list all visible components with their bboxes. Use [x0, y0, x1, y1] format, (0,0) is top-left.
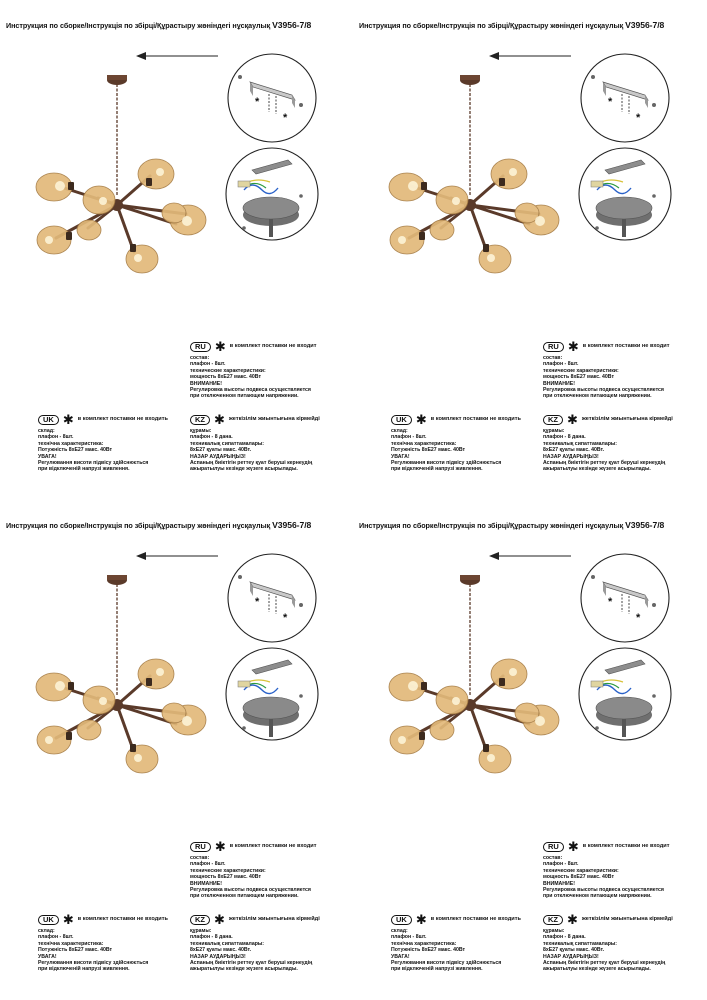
- spec-line: Потужність 8хЕ27 макс. 40Вт: [38, 947, 113, 954]
- not-included-note: в комплект поставки не входит: [582, 343, 670, 350]
- svg-text:*: *: [255, 96, 260, 108]
- language-badge: KZ: [543, 915, 563, 925]
- asterisk-icon: ✱: [214, 338, 226, 354]
- spec-line: мощность 8хЕ27 макс. 40Вт: [543, 374, 614, 381]
- direction-arrow-icon: [489, 52, 571, 60]
- spec-line: склад:: [38, 928, 55, 934]
- spec-line: плафон - 8шт.: [190, 361, 226, 368]
- spec-line: Потужність 8хЕ27 макс. 40Вт: [391, 447, 466, 454]
- spec-block-kz: [190, 911, 320, 973]
- chandelier-icon: [389, 75, 559, 273]
- spec-line: состав:: [190, 355, 210, 361]
- spec-line: состав:: [543, 355, 563, 361]
- asterisk-icon: ✱: [567, 911, 578, 927]
- direction-arrow-icon: [136, 52, 218, 60]
- svg-text:*: *: [255, 596, 260, 608]
- not-included-note: в комплект поставки не входить: [77, 416, 168, 423]
- canopy-wiring-detail: [226, 648, 318, 740]
- not-included-note: жеткізілім жиынтығына кірмейді: [581, 916, 673, 923]
- spec-line: НАЗАР АУДАРЫҢЫЗ!: [543, 953, 599, 960]
- spec-line: плафон - 8шт.: [543, 361, 579, 368]
- mounting-bracket-detail: [228, 554, 316, 642]
- spec-line: состав:: [190, 855, 210, 861]
- asterisk-icon: ✱: [415, 911, 427, 927]
- spec-line: Аспаның биіктігін реттеу қуат беруші кернеудің: [190, 960, 313, 967]
- language-badge: UK: [38, 415, 59, 425]
- svg-text:*: *: [608, 96, 613, 108]
- language-badge: RU: [543, 842, 564, 852]
- spec-line: Регулювання висоти підвісу здійснюється: [38, 960, 149, 967]
- direction-arrow-icon: [136, 552, 218, 560]
- spec-line: құрамы:: [190, 428, 212, 434]
- document-title: Инструкция по сборке/Інструкція по збірці/Құрастыру жөніндегі нұсқаулық V3956-7/8: [6, 520, 312, 530]
- spec-line: Регулировка высоты подвеса осуществляется: [543, 387, 664, 394]
- instruction-panel: [353, 0, 706, 500]
- language-badge: KZ: [190, 415, 210, 425]
- asterisk-icon: ✱: [567, 338, 579, 354]
- spec-line: Регулировка высоты подвеса осуществляется: [190, 387, 311, 394]
- spec-block-uk: [391, 411, 521, 473]
- assembly-illustration: [0, 0, 353, 300]
- spec-line: технические характеристики:: [190, 367, 266, 374]
- spec-line: при отключенном питающем напряжении.: [543, 393, 652, 400]
- language-badge: UK: [38, 915, 59, 925]
- spec-line: УВАГА!: [391, 453, 410, 460]
- spec-line: склад:: [391, 928, 408, 934]
- language-badge: KZ: [190, 915, 210, 925]
- spec-line: ВНИМАНИЕ!: [190, 880, 222, 887]
- instruction-panel: [0, 0, 353, 500]
- spec-line: техникалық сипаттамалары:: [190, 440, 265, 447]
- spec-line: плафон - 8шт.: [38, 934, 74, 941]
- spec-line: технические характеристики:: [543, 867, 619, 874]
- spec-line: при відключеній напрузі живлення.: [38, 966, 130, 973]
- spec-block-ru: [190, 338, 317, 400]
- language-badge: RU: [543, 342, 564, 352]
- not-included-note: в комплект поставки не входить: [430, 416, 521, 423]
- spec-line: құрамы:: [190, 928, 212, 934]
- spec-block-uk: [391, 911, 521, 973]
- svg-text:*: *: [636, 112, 641, 124]
- chandelier-icon: [36, 575, 206, 773]
- mounting-bracket-detail: [581, 54, 669, 142]
- spec-line: плафон - 8 дана.: [543, 434, 586, 441]
- asterisk-icon: ✱: [214, 838, 226, 854]
- spec-line: НАЗАР АУДАРЫҢЫЗ!: [543, 453, 599, 460]
- not-included-note: жеткізілім жиынтығына кірмейді: [581, 416, 673, 423]
- spec-line: ажыратылуы кезінде жүзеге асырылады.: [190, 466, 298, 473]
- spec-block-ru: [543, 338, 670, 400]
- spec-block-uk: [38, 411, 168, 473]
- spec-line: плафон - 8шт.: [391, 934, 427, 941]
- asterisk-icon: ✱: [214, 911, 225, 927]
- spec-line: Регулювання висоти підвісу здійснюється: [38, 460, 149, 467]
- asterisk-icon: ✱: [415, 411, 427, 427]
- svg-text:*: *: [636, 612, 641, 624]
- spec-line: техникалық сипаттамалары:: [543, 440, 618, 447]
- document-title: Инструкция по сборке/Інструкція по збірці/Құрастыру жөніндегі нұсқаулық V3956-7/8: [359, 520, 665, 530]
- not-included-note: в комплект поставки не входит: [582, 843, 670, 850]
- spec-line: при відключеній напрузі живлення.: [391, 466, 483, 473]
- spec-line: склад:: [391, 428, 408, 434]
- assembly-illustration: [353, 500, 706, 800]
- mounting-bracket-detail: [228, 54, 316, 142]
- asterisk-icon: ✱: [62, 411, 74, 427]
- spec-line: при відключеній напрузі живлення.: [38, 466, 130, 473]
- spec-line: Регулировка высоты подвеса осуществляется: [543, 887, 664, 894]
- spec-line: технічна характеристика:: [38, 940, 104, 947]
- spec-line: НАЗАР АУДАРЫҢЫЗ!: [190, 453, 246, 460]
- not-included-note: в комплект поставки не входить: [430, 916, 521, 923]
- chandelier-icon: [36, 75, 206, 273]
- spec-line: состав:: [543, 855, 563, 861]
- language-badge: UK: [391, 415, 412, 425]
- spec-line: УВАГА!: [38, 453, 57, 460]
- not-included-note: жеткізілім жиынтығына кірмейді: [228, 916, 320, 923]
- spec-line: плафон - 8шт.: [543, 861, 579, 868]
- spec-line: Аспаның биіктігін реттеу қуат беруші кернеудің: [190, 460, 313, 467]
- spec-line: ВНИМАНИЕ!: [543, 380, 575, 387]
- spec-line: Регулювання висоти підвісу здійснюється: [391, 960, 502, 967]
- spec-block-kz: [190, 411, 320, 473]
- svg-text:*: *: [283, 112, 288, 124]
- not-included-note: в комплект поставки не входит: [229, 843, 317, 850]
- not-included-note: в комплект поставки не входит: [229, 343, 317, 350]
- spec-line: при отключенном питающем напряжении.: [190, 393, 299, 400]
- spec-line: ВНИМАНИЕ!: [190, 380, 222, 387]
- svg-text:*: *: [608, 596, 613, 608]
- spec-line: құрамы:: [543, 928, 565, 934]
- svg-text:*: *: [283, 612, 288, 624]
- spec-line: Аспаның биіктігін реттеу қуат беруші кернеудің: [543, 460, 666, 467]
- spec-line: ажыратылуы кезінде жүзеге асырылады.: [190, 966, 298, 973]
- spec-line: ажыратылуы кезінде жүзеге асырылады.: [543, 466, 651, 473]
- spec-line: плафон - 8 дана.: [543, 934, 586, 941]
- spec-line: УВАГА!: [38, 953, 57, 960]
- assembly-illustration: [0, 500, 353, 800]
- spec-line: мощность 8хЕ27 макс. 40Вт: [190, 874, 261, 881]
- assembly-illustration: [353, 0, 706, 300]
- asterisk-icon: ✱: [214, 411, 225, 427]
- spec-line: плафон - 8 дана.: [190, 934, 233, 941]
- canopy-wiring-detail: [579, 148, 671, 240]
- mounting-bracket-detail: [581, 554, 669, 642]
- spec-line: технічна характеристика:: [391, 940, 457, 947]
- spec-line: технічна характеристика:: [391, 440, 457, 447]
- not-included-note: жеткізілім жиынтығына кірмейді: [228, 416, 320, 423]
- spec-line: при відключеній напрузі живлення.: [391, 966, 483, 973]
- spec-block-uk: [38, 911, 168, 973]
- direction-arrow-icon: [489, 552, 571, 560]
- spec-line: мощность 8хЕ27 макс. 40Вт: [190, 374, 261, 381]
- spec-line: 8хЕ27 қуаты макс. 40Вт.: [543, 447, 605, 454]
- spec-line: плафон - 8шт.: [190, 861, 226, 868]
- document-title: Инструкция по сборке/Інструкція по збірці/Құрастыру жөніндегі нұсқаулық V3956-7/8: [6, 20, 312, 30]
- spec-line: технические характеристики:: [190, 867, 266, 874]
- spec-line: плафон - 8шт.: [391, 434, 427, 441]
- language-badge: RU: [190, 342, 211, 352]
- spec-line: при отключенном питающем напряжении.: [190, 893, 299, 900]
- spec-line: құрамы:: [543, 428, 565, 434]
- spec-line: мощность 8хЕ27 макс. 40Вт: [543, 874, 614, 881]
- language-badge: UK: [391, 915, 412, 925]
- language-badge: RU: [190, 842, 211, 852]
- spec-line: технические характеристики:: [543, 367, 619, 374]
- spec-line: Регулювання висоти підвісу здійснюється: [391, 460, 502, 467]
- spec-line: склад:: [38, 428, 55, 434]
- spec-line: 8хЕ27 қуаты макс. 40Вт.: [190, 447, 252, 454]
- spec-line: 8хЕ27 қуаты макс. 40Вт.: [190, 947, 252, 954]
- spec-line: Аспаның биіктігін реттеу қуат беруші кернеудің: [543, 960, 666, 967]
- spec-block-ru: [543, 838, 670, 900]
- language-badge: KZ: [543, 415, 563, 425]
- spec-block-kz: [543, 911, 673, 973]
- spec-block-ru: [190, 838, 317, 900]
- spec-line: УВАГА!: [391, 953, 410, 960]
- spec-line: при отключенном питающем напряжении.: [543, 893, 652, 900]
- spec-line: Регулировка высоты подвеса осуществляется: [190, 887, 311, 894]
- spec-line: ВНИМАНИЕ!: [543, 880, 575, 887]
- spec-line: ажыратылуы кезінде жүзеге асырылады.: [543, 966, 651, 973]
- spec-line: Потужність 8хЕ27 макс. 40Вт: [38, 447, 113, 454]
- document-title: Инструкция по сборке/Інструкція по збірці/Құрастыру жөніндегі нұсқаулық V3956-7/8: [359, 20, 665, 30]
- spec-line: Потужність 8хЕ27 макс. 40Вт: [391, 947, 466, 954]
- asterisk-icon: ✱: [567, 411, 578, 427]
- instruction-panel: [0, 500, 353, 1000]
- not-included-note: в комплект поставки не входить: [77, 916, 168, 923]
- spec-line: плафон - 8 дана.: [190, 434, 233, 441]
- spec-line: плафон - 8шт.: [38, 434, 74, 441]
- spec-line: техникалық сипаттамалары:: [543, 940, 618, 947]
- spec-line: 8хЕ27 қуаты макс. 40Вт.: [543, 947, 605, 954]
- asterisk-icon: ✱: [567, 838, 579, 854]
- asterisk-icon: ✱: [62, 911, 74, 927]
- spec-line: НАЗАР АУДАРЫҢЫЗ!: [190, 953, 246, 960]
- canopy-wiring-detail: [226, 148, 318, 240]
- canopy-wiring-detail: [579, 648, 671, 740]
- spec-block-kz: [543, 411, 673, 473]
- spec-line: техникалық сипаттамалары:: [190, 940, 265, 947]
- chandelier-icon: [389, 575, 559, 773]
- instruction-panel: [353, 500, 706, 1000]
- spec-line: технічна характеристика:: [38, 440, 104, 447]
